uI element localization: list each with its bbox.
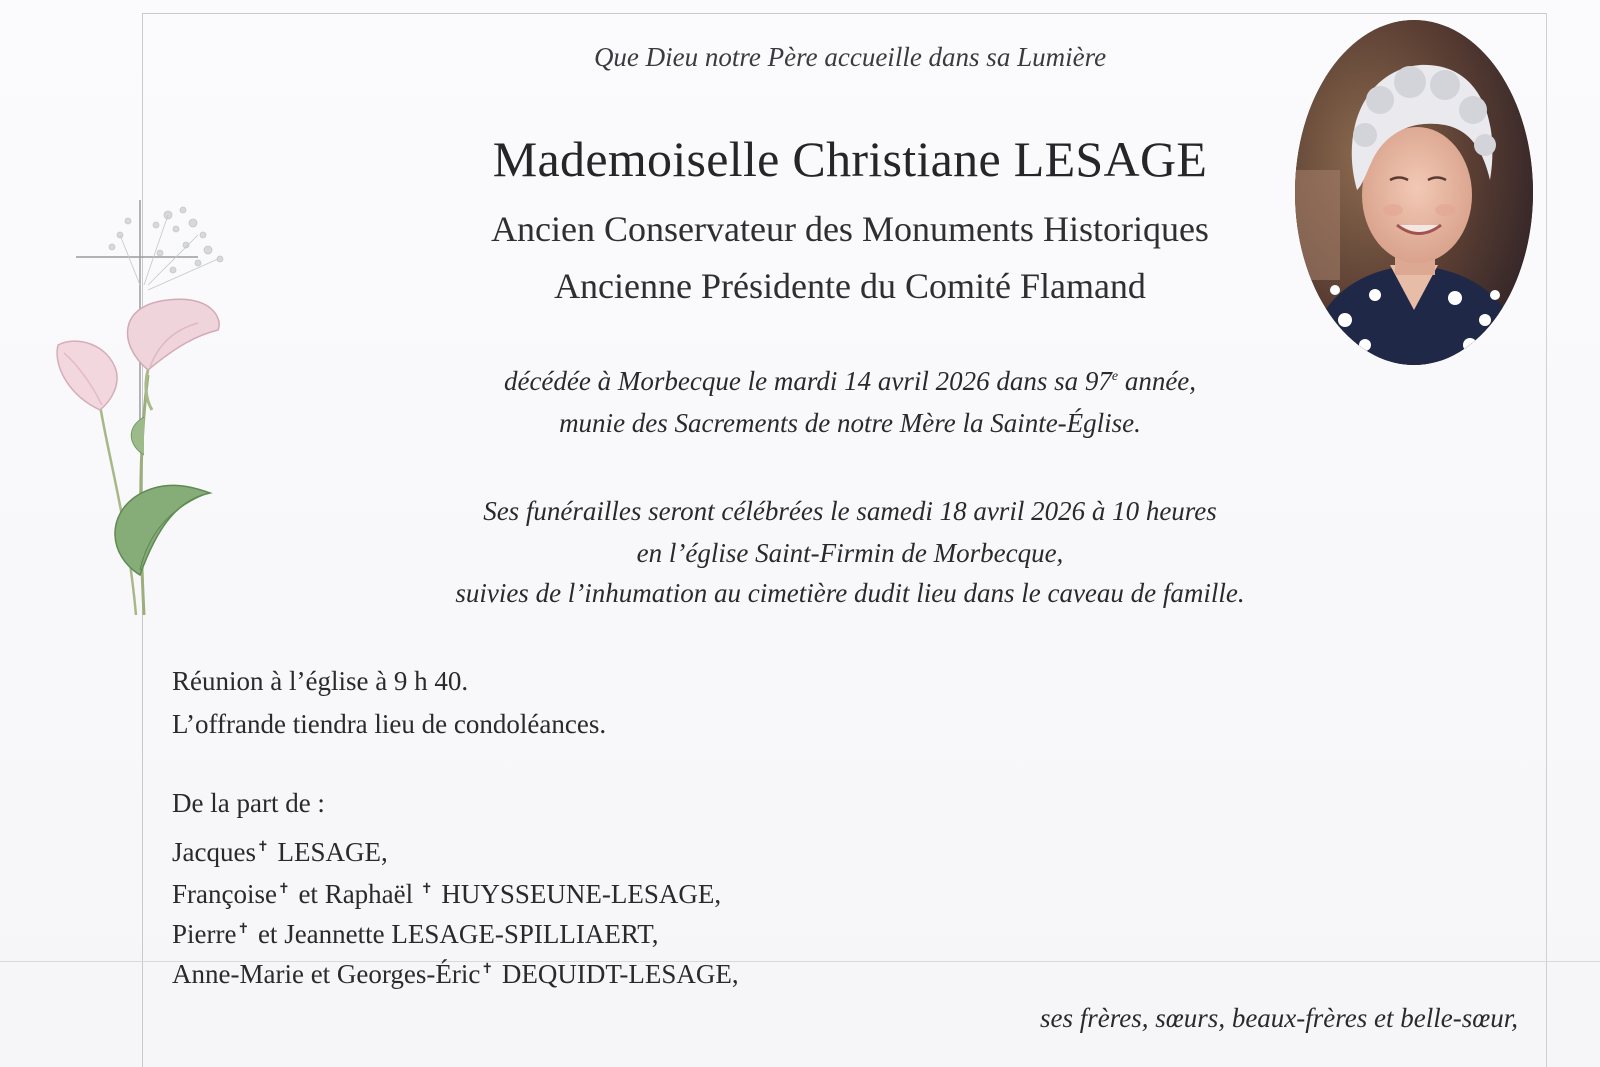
lily-cross-icon xyxy=(48,195,248,625)
meeting-info: Réunion à l’église à 9 h 40. xyxy=(172,666,469,696)
funeral-line-3: suivies de l’inhumation au cimetière dudit lieu dans le caveau de famille. xyxy=(455,578,1245,608)
frame-border-top xyxy=(142,13,1546,14)
death-line-2: munie des Sacrements de notre Mère la Sainte-Église. xyxy=(559,408,1141,438)
motto-text: Que Dieu notre Père accueille dans sa Lumière xyxy=(593,42,1107,72)
family-member-name: et Raphaël xyxy=(291,879,420,909)
death-line-1 xyxy=(330,366,1370,397)
title-line-1: Ancien Conservateur des Monuments Historiques xyxy=(491,209,1209,249)
funeral-line-2: en l’église Saint-Firmin de Morbecque, xyxy=(636,538,1064,568)
family-intro: De la part de : xyxy=(172,788,325,818)
deceased-cross-icon: ✝ xyxy=(420,882,433,897)
title-line-2: Ancienne Présidente du Comité Flamand xyxy=(554,266,1146,306)
frame-border-right xyxy=(1546,13,1547,1067)
family-relation: ses frères, sœurs, beaux-frères et belle-sœur, xyxy=(1040,1003,1518,1033)
funeral-line-1: Ses funérailles seront célébrées le samedi 18 avril 2026 à 10 heures xyxy=(483,496,1217,526)
family-member-name: Jacques xyxy=(172,837,256,867)
family-member-surname: HUYSSEUNE-LESAGE, xyxy=(434,879,722,909)
deceased-name: Mademoiselle Christiane LESAGE xyxy=(492,131,1208,187)
family-member-surname: LESAGE, xyxy=(270,837,388,867)
family-line-4 xyxy=(172,959,739,990)
portrait-photo xyxy=(1295,20,1533,365)
family-line-1 xyxy=(172,837,388,868)
offering-info: L’offrande tiendra lieu de condoléances. xyxy=(172,709,607,739)
deceased-cross-icon: ✝ xyxy=(237,922,250,937)
family-line-3 xyxy=(172,919,658,950)
family-member-name: Pierre xyxy=(172,919,237,949)
deceased-cross-icon: ✝ xyxy=(277,882,290,897)
family-member-name: Anne-Marie et Georges-Éric xyxy=(172,959,481,989)
family-member-surname: DEQUIDT-LESAGE, xyxy=(495,959,739,989)
portrait-illustration xyxy=(1295,20,1533,365)
deceased-cross-icon: ✝ xyxy=(481,962,494,977)
family-member-surname: et Jeannette LESAGE-SPILLIAERT, xyxy=(251,919,659,949)
deceased-cross-icon: ✝ xyxy=(256,840,269,855)
family-member-name: Françoise xyxy=(172,879,277,909)
death-line-1-end: année, xyxy=(1118,366,1197,396)
death-line-1-text: décédée à Morbecque le mardi 14 avril 2026 dans sa 97 xyxy=(503,366,1112,396)
death-line-1-ordinal: e xyxy=(1111,369,1119,384)
family-line-2 xyxy=(172,879,721,910)
